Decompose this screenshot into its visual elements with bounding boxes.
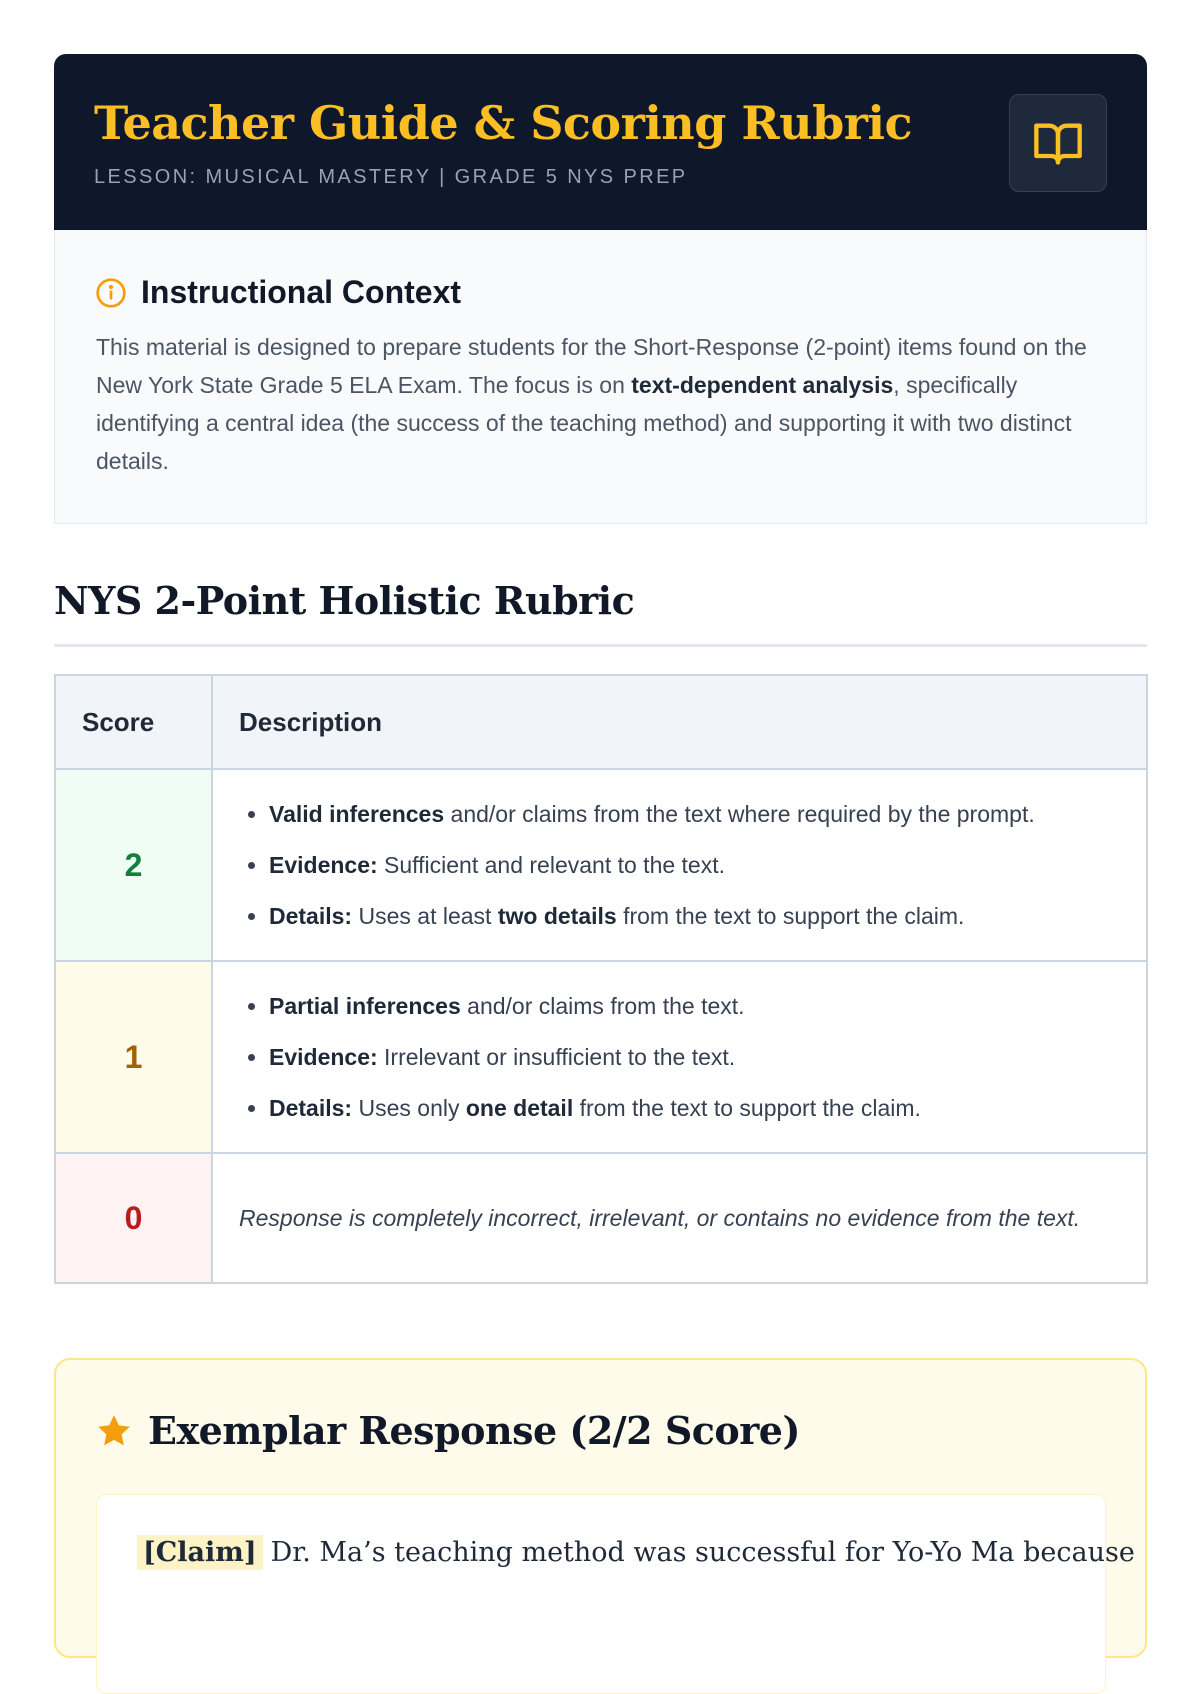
list-item: • Details: Uses at least two details from the text to support the claim.	[269, 891, 1120, 942]
page-title: Teacher Guide & Scoring Rubric	[94, 96, 912, 150]
book-icon-box	[1009, 94, 1107, 192]
context-paragraph: This material is designed to prepare students for the Short-Response (2-point) items found on the New York State Grade 5 ELA Exam. The focus is on text-dependent analysis, specifically identifying a central idea (the success of the teaching method) and supporting it with two distinct details.	[96, 334, 1087, 474]
rubric-table	[54, 674, 1148, 1284]
column-header-score: Score	[55, 675, 212, 769]
lesson-subtitle: LESSON: MUSICAL MASTERY | GRADE 5 NYS PREP	[94, 166, 688, 188]
claim-tag: [Claim]	[137, 1535, 263, 1570]
table-row	[55, 769, 1147, 961]
header-banner	[54, 54, 1147, 230]
exemplar-section	[54, 1358, 1147, 1658]
bold-phrase: text-dependent analysis	[631, 372, 894, 398]
exemplar-heading	[94, 1408, 800, 1453]
context-title: Instructional Context	[141, 274, 462, 310]
score-zero-description: Response is completely incorrect, irrelevant, or contains no evidence from the text.	[239, 1205, 1081, 1231]
exemplar-card	[96, 1494, 1135, 1694]
context-heading	[95, 274, 461, 311]
list-item: • Details: Uses only one detail from the text to support the claim.	[269, 1083, 1120, 1134]
list-item: • Evidence: Irrelevant or insufficient to the text.	[269, 1032, 1120, 1083]
instructional-context	[54, 230, 1147, 524]
list-item: • Evidence: Sufficient and relevant to the text.	[269, 840, 1120, 891]
book-open-icon	[1032, 117, 1084, 169]
star-icon	[94, 1411, 134, 1451]
score-cell: 2	[55, 769, 212, 961]
info-icon	[95, 277, 127, 309]
table-header-row	[55, 675, 1147, 769]
score-cell: 0	[55, 1153, 212, 1283]
description-cell	[212, 769, 1147, 961]
column-header-description: Description	[212, 675, 1147, 769]
exemplar-title: Exemplar Response (2/2 Score)	[148, 1408, 800, 1453]
description-cell	[212, 1153, 1147, 1283]
description-cell	[212, 961, 1147, 1153]
list-item: • Valid inferences and/or claims from the text where required by the prompt.	[269, 789, 1120, 840]
score-cell: 1	[55, 961, 212, 1153]
divider	[54, 644, 1147, 647]
table-row	[55, 1153, 1147, 1283]
table-row	[55, 961, 1147, 1153]
rubric-heading: NYS 2-Point Holistic Rubric	[54, 578, 635, 623]
list-item: • Partial inferences and/or claims from the text.	[269, 981, 1120, 1032]
exemplar-text: [Claim] Dr. Ma’s teaching method was successful for Yo-Yo Ma because	[137, 1537, 1077, 1568]
